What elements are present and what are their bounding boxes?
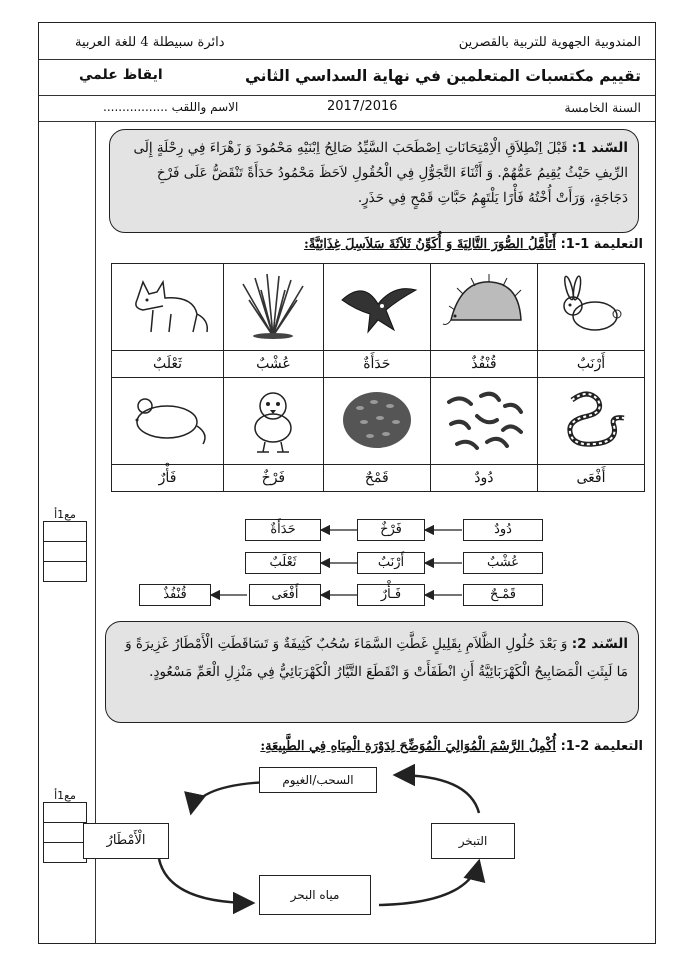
task-1-label: التعليمة 1-1: xyxy=(560,237,643,252)
grid-label: قَمْحٌ xyxy=(323,465,430,492)
grid-label: ثَعْلَبٌ xyxy=(112,351,224,378)
grid-label: دُودٌ xyxy=(430,465,537,492)
district-text: دائرة سبيطلة 4 للغة العربية xyxy=(75,35,225,50)
grid-label: عُشْبٌ xyxy=(224,351,324,378)
task-2-label: التعليمة 2-1: xyxy=(560,739,643,754)
task-1-text: أَتَأَمَّلُ الصُّوَرَ التَّالِيَةَ وَ أُكَوِّنُ ثَلاَثَةَ سَلاَسِلَ غِذَائِيَّةً: xyxy=(303,237,557,252)
task-2-text: أُكْمِلُ الرَّسْمَ الْمُوَالِيَ الْمُوَضِّحَ لِدَوْرَةِ الْمِيَاهِ فِي الطَّبِيعَةِ: xyxy=(260,739,557,754)
grid-label: حَدَأَةٌ xyxy=(323,351,430,378)
worksheet-page xyxy=(38,22,656,944)
chain-2-item-2[interactable]: أَرْنَبٌ xyxy=(357,552,425,574)
directorate-text: المندوبية الجهوية للتربية بالقصرين xyxy=(458,35,641,50)
cycle-rain-box[interactable]: الْأَمْطَارُ xyxy=(83,823,169,859)
grid-label: أَفْعَى xyxy=(537,465,644,492)
chain-3-item-4[interactable]: قُنْفُذٌ xyxy=(139,584,211,606)
chain-1-item-2[interactable]: فَرْخٌ xyxy=(357,519,425,541)
subject-label: ايقاظ علمي xyxy=(79,67,163,83)
sanad-1-label: السّند 1: xyxy=(571,140,628,156)
grid-label: فَأْرٌ xyxy=(112,465,224,492)
chain-1-item-3[interactable]: حَدَأَةٌ xyxy=(245,519,321,541)
chain-3-item-3[interactable]: أَفْعَى xyxy=(249,584,321,606)
water-cycle-arrows xyxy=(39,23,655,943)
grid-label: قُنْفُذٌ xyxy=(430,351,537,378)
chain-2-item-1[interactable]: عُشْبٌ xyxy=(463,552,543,574)
sanad-2-label: السّند 2: xyxy=(571,636,628,652)
chain-1-item-1[interactable]: دُودٌ xyxy=(463,519,543,541)
cycle-sea-water-box[interactable]: مياه البحر xyxy=(259,875,371,915)
cycle-clouds-box[interactable]: السحب/الغيوم xyxy=(259,767,377,793)
grid-label: فَرْخٌ xyxy=(224,465,324,492)
cycle-arrow xyxy=(159,859,253,903)
exam-title: تقييم مكتسبات المتعلمين في نهاية السداسي الثاني xyxy=(245,67,641,85)
chain-3-item-1[interactable]: قَمْـحٌ xyxy=(463,584,543,606)
chain-2-item-3[interactable]: ثَعْلَبٌ xyxy=(245,552,321,574)
sanad-2-text: وَ بَعْدَ حُلُولِ الظَّلاَمِ بِقَلِيلٍ غَطَّتِ السَّمَاءَ سُحُبٌ كَثِيفَةٌ وَ تَسَاقَطَتِ الْأَمْطَارُ غَزِيرَةً وَ مَا لَبِثَتِ الْمَصَابِيحُ الْكَهْرَبَائِيَّةُ أَنِ انْطَفَأَتْ وَ انْقَطَعَ التَّيَّارُ الْكَهْرَبَائِيُّ فِي مَنْزِلِ الْعَمِّ مَسْعُودٍ. xyxy=(125,636,628,680)
score-label: مع1أ xyxy=(54,508,76,521)
school-year: 2017/2016 xyxy=(327,99,398,114)
cycle-arrow xyxy=(395,775,479,813)
name-field[interactable]: الاسم واللقب ................. xyxy=(103,100,239,114)
sanad-1-text: قَبْلَ اِنْطِلاَقِ الْاِمْتِحَانَاتِ اِصْطَحَبَ السَّيِّدُ صَالِحُ اِبْنَيْهِ مَحْمُودَ وَ زَهْرَاءَ فِي رِحْلَةٍ إِلَى الرِّيفِ حَيْثُ يُقِيمُ عَمُّهُمْ. وَ أَثْنَاءَ التَّجَوُّلِ فِي الْحُقُولِ لاَحَظَ مَحْمُودُ حَدَأَةً تَنْقَضُّ عَلَى فَرْخِ دَجَاجَةٍ، وَرَأَتْ أُخْتُهُ فَأْرًا يَلْتَهِمُ حَبَّاتِ قَمْحٍ فِي حَذَرٍ. xyxy=(133,140,628,206)
cycle-arrow xyxy=(379,861,479,905)
grade-label: السنة الخامسة xyxy=(564,100,641,115)
score-label: مع1أ xyxy=(54,789,76,802)
cycle-evaporation-box[interactable]: التبخر xyxy=(431,823,515,859)
grid-label: أَرْنَبٌ xyxy=(537,351,644,378)
chain-3-item-2[interactable]: فَـأْرٌ xyxy=(357,584,425,606)
